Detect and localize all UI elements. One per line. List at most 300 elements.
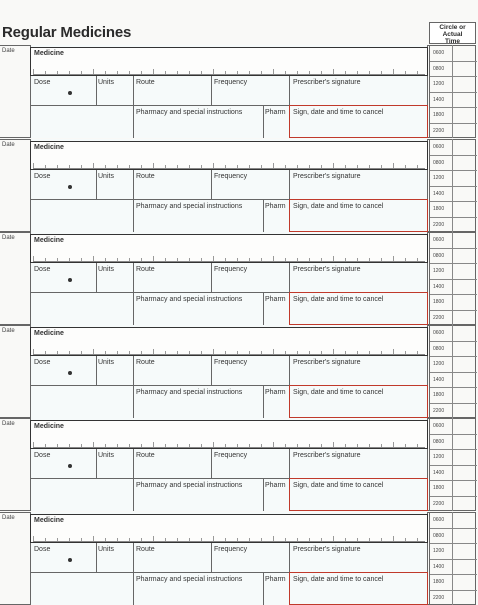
time-slot-1200[interactable]: 1200 — [433, 454, 445, 460]
ruler-tick — [129, 165, 130, 168]
ruler-tick — [381, 258, 382, 261]
ruler-tick — [345, 71, 346, 74]
time-header-line-3: Time — [444, 38, 461, 45]
ruler-tick — [153, 69, 154, 74]
column-divider — [133, 356, 134, 418]
time-slot-2200[interactable]: 2200 — [433, 314, 445, 321]
ruler-tick — [177, 165, 178, 168]
time-row-divider — [430, 372, 477, 373]
time-slot-1400[interactable]: 1400 — [433, 469, 445, 476]
prescriber-signature-field[interactable]: Prescriber's signature — [293, 452, 361, 459]
ruler-tick — [345, 444, 346, 447]
column-divider — [96, 263, 97, 292]
time-slot-0600[interactable]: 0600 — [433, 330, 445, 336]
ruler-tick — [237, 538, 238, 541]
column-divider — [263, 385, 264, 418]
medicine-ruler — [33, 535, 425, 542]
ruler-tick — [417, 165, 418, 168]
time-slot-0600[interactable]: 0600 — [433, 237, 445, 243]
frequency-field[interactable]: Frequency — [214, 79, 248, 86]
ruler-tick — [405, 165, 406, 168]
ruler-tick — [201, 71, 202, 74]
ruler-tick — [117, 258, 118, 261]
ruler-tick — [381, 71, 382, 74]
cancel-field[interactable] — [289, 199, 428, 232]
date-field[interactable]: Date — [2, 48, 15, 54]
cancel-field[interactable] — [289, 572, 428, 605]
units-field[interactable]: Units — [98, 79, 114, 86]
ruler-tick — [417, 351, 418, 354]
ruler-tick — [345, 258, 346, 261]
ruler-tick — [333, 349, 334, 354]
column-divider — [289, 543, 290, 572]
cancel-field[interactable] — [289, 105, 428, 138]
time-row-divider — [430, 574, 477, 575]
pharmacy-instructions-field[interactable]: Pharmacy and special instructions — [136, 389, 243, 396]
prescriber-signature-field[interactable]: Prescriber's signature — [293, 266, 361, 273]
ruler-tick — [141, 258, 142, 261]
medicine-entry — [0, 418, 478, 511]
time-row-divider — [430, 496, 477, 497]
ruler-tick — [369, 444, 370, 447]
ruler-tick — [393, 256, 394, 261]
pharm-field[interactable]: Pharm — [265, 109, 286, 116]
time-row-divider — [430, 590, 477, 591]
route-field[interactable]: Route — [136, 452, 155, 459]
time-slot-2200[interactable]: 2200 — [433, 127, 445, 134]
time-slot-1800[interactable]: 1800 — [433, 485, 445, 491]
dose-field[interactable]: Dose — [34, 266, 51, 273]
dose-field[interactable]: Dose — [34, 546, 51, 553]
medicine-ruler — [33, 68, 425, 75]
ruler-tick — [57, 351, 58, 354]
ruler-tick — [273, 163, 274, 168]
time-row-divider — [430, 294, 477, 295]
ruler-tick — [297, 165, 298, 168]
time-column-header — [429, 22, 476, 44]
medicine-ruler — [33, 255, 425, 262]
ruler-tick — [381, 165, 382, 168]
cancel-field[interactable] — [289, 478, 428, 511]
ruler-tick — [189, 71, 190, 74]
ruler-tick — [393, 69, 394, 74]
ruler-tick — [105, 351, 106, 354]
ruler-tick — [45, 165, 46, 168]
time-slot-0800[interactable]: 0800 — [433, 532, 445, 539]
pharm-field[interactable]: Pharm — [265, 296, 286, 303]
ruler-tick — [357, 351, 358, 354]
ruler-tick — [153, 163, 154, 168]
ruler-tick — [69, 258, 70, 261]
time-slot-1400[interactable]: 1400 — [433, 563, 445, 570]
column-divider — [133, 543, 134, 605]
frequency-field[interactable]: Frequency — [214, 546, 248, 553]
ruler-tick — [93, 69, 94, 74]
prescriber-signature-field[interactable]: Prescriber's signature — [293, 79, 361, 86]
ruler-tick — [225, 258, 226, 261]
route-field[interactable]: Route — [136, 359, 155, 366]
time-row-divider — [430, 248, 477, 249]
time-slot-2200[interactable]: 2200 — [433, 594, 445, 601]
ruler-tick — [117, 444, 118, 447]
medicine-entry — [0, 139, 478, 232]
frequency-field[interactable]: Frequency — [214, 173, 248, 180]
ruler-tick — [237, 351, 238, 354]
time-slot-0800[interactable]: 0800 — [433, 438, 445, 445]
column-divider — [133, 263, 134, 325]
ruler-tick — [417, 538, 418, 541]
ruler-tick — [213, 442, 214, 447]
ruler-tick — [117, 351, 118, 354]
time-row-divider — [430, 434, 477, 435]
frequency-field[interactable]: Frequency — [214, 359, 248, 366]
dose-field[interactable]: Dose — [34, 452, 51, 459]
ruler-tick — [225, 165, 226, 168]
column-divider — [263, 199, 264, 232]
ruler-tick — [33, 163, 34, 168]
date-field[interactable]: Date — [2, 142, 15, 148]
ruler-tick — [45, 71, 46, 74]
time-slot-0600[interactable]: 0600 — [433, 50, 445, 56]
ruler-tick — [225, 444, 226, 447]
time-row-divider — [430, 449, 477, 450]
ruler-tick — [201, 258, 202, 261]
ruler-tick — [117, 538, 118, 541]
ruler-tick — [249, 538, 250, 541]
ruler-tick — [321, 444, 322, 447]
ruler-tick — [189, 258, 190, 261]
column-divider — [263, 478, 264, 511]
time-row-divider — [430, 76, 477, 77]
column-divider — [263, 105, 264, 138]
ruler-tick — [69, 351, 70, 354]
units-field[interactable]: Units — [98, 546, 114, 553]
ruler-tick — [93, 536, 94, 541]
decimal-point-dot — [68, 91, 72, 95]
ruler-tick — [153, 349, 154, 354]
pharmacy-instructions-field[interactable]: Pharmacy and special instructions — [136, 203, 243, 210]
time-slot-0800[interactable]: 0800 — [433, 252, 445, 259]
decimal-point-dot — [68, 558, 72, 562]
dose-field[interactable]: Dose — [34, 359, 51, 366]
medicine-label: Medicine — [34, 330, 64, 337]
time-slot-1200[interactable]: 1200 — [433, 175, 445, 181]
administration-times — [429, 512, 476, 605]
date-field[interactable]: Date — [2, 235, 15, 241]
date-field[interactable]: Date — [2, 421, 15, 427]
time-slot-1800[interactable]: 1800 — [433, 579, 445, 585]
time-slot-0800[interactable]: 0800 — [433, 345, 445, 352]
ruler-tick — [177, 351, 178, 354]
ruler-tick — [45, 444, 46, 447]
frequency-field[interactable]: Frequency — [214, 266, 248, 273]
ruler-tick — [405, 538, 406, 541]
medicine-entry — [0, 45, 478, 138]
cancel-label: Sign, date and time to cancel — [293, 576, 384, 583]
ruler-tick — [285, 538, 286, 541]
time-slot-1200[interactable]: 1200 — [433, 81, 445, 87]
ruler-tick — [369, 538, 370, 541]
ruler-tick — [357, 538, 358, 541]
ruler-tick — [117, 71, 118, 74]
dose-field[interactable]: Dose — [34, 173, 51, 180]
ruler-tick — [345, 538, 346, 541]
time-slot-2200[interactable]: 2200 — [433, 221, 445, 228]
time-row-divider — [430, 528, 477, 529]
ruler-tick — [345, 165, 346, 168]
ruler-tick — [309, 444, 310, 447]
cancel-field[interactable] — [289, 385, 428, 418]
medicine-label: Medicine — [34, 237, 64, 244]
ruler-tick — [321, 258, 322, 261]
ruler-tick — [213, 163, 214, 168]
ruler-tick — [261, 351, 262, 354]
column-divider — [96, 449, 97, 478]
time-slot-1800[interactable]: 1800 — [433, 299, 445, 305]
time-slot-0600[interactable]: 0600 — [433, 517, 445, 523]
medicine-label: Medicine — [34, 50, 64, 57]
ruler-tick — [129, 444, 130, 447]
pharmacy-instructions-field[interactable]: Pharmacy and special instructions — [136, 296, 243, 303]
time-slot-2200[interactable]: 2200 — [433, 500, 445, 507]
ruler-tick — [285, 444, 286, 447]
prescriber-signature-field[interactable]: Prescriber's signature — [293, 173, 361, 180]
time-slot-2200[interactable]: 2200 — [433, 407, 445, 414]
ruler-tick — [225, 71, 226, 74]
medicine-field[interactable] — [30, 514, 428, 543]
ruler-tick — [237, 444, 238, 447]
ruler-tick — [129, 538, 130, 541]
units-field[interactable]: Units — [98, 173, 114, 180]
ruler-tick — [33, 536, 34, 541]
ruler-tick — [405, 71, 406, 74]
ruler-tick — [105, 165, 106, 168]
medicine-field[interactable] — [30, 47, 428, 76]
time-slot-1400[interactable]: 1400 — [433, 190, 445, 197]
date-field[interactable]: Date — [2, 515, 15, 521]
administration-times — [429, 418, 476, 511]
medicine-entry — [0, 512, 478, 605]
time-row-divider — [430, 356, 477, 357]
column-divider — [96, 76, 97, 105]
column-divider — [211, 543, 212, 572]
cancel-field[interactable] — [289, 292, 428, 325]
medicine-ruler — [33, 348, 425, 355]
time-slot-1800[interactable]: 1800 — [433, 206, 445, 212]
column-divider — [263, 572, 264, 605]
cancel-label: Sign, date and time to cancel — [293, 109, 384, 116]
ruler-tick — [393, 163, 394, 168]
medicine-ruler — [33, 162, 425, 169]
column-divider — [133, 76, 134, 138]
time-slot-0800[interactable]: 0800 — [433, 65, 445, 72]
ruler-tick — [81, 444, 82, 447]
units-field[interactable]: Units — [98, 359, 114, 366]
ruler-tick — [321, 71, 322, 74]
ruler-tick — [225, 351, 226, 354]
ruler-tick — [405, 351, 406, 354]
medicine-label: Medicine — [34, 144, 64, 151]
column-divider — [211, 76, 212, 105]
ruler-tick — [201, 165, 202, 168]
ruler-tick — [381, 538, 382, 541]
ruler-tick — [129, 258, 130, 261]
medicine-ruler — [33, 441, 425, 448]
ruler-tick — [81, 71, 82, 74]
ruler-tick — [297, 444, 298, 447]
column-divider — [211, 449, 212, 478]
ruler-tick — [309, 71, 310, 74]
route-field[interactable]: Route — [136, 173, 155, 180]
route-field[interactable]: Route — [136, 546, 155, 553]
column-divider — [289, 263, 290, 292]
ruler-tick — [57, 71, 58, 74]
ruler-tick — [381, 351, 382, 354]
administration-times — [429, 325, 476, 418]
prescriber-signature-field[interactable]: Prescriber's signature — [293, 546, 361, 553]
ruler-tick — [141, 444, 142, 447]
pharm-field[interactable]: Pharm — [265, 389, 286, 396]
medicine-field[interactable] — [30, 141, 428, 170]
ruler-tick — [249, 165, 250, 168]
pharm-field[interactable]: Pharm — [265, 576, 286, 583]
ruler-tick — [273, 536, 274, 541]
time-slot-1400[interactable]: 1400 — [433, 376, 445, 383]
time-row-divider — [430, 387, 477, 388]
ruler-tick — [57, 165, 58, 168]
ruler-tick — [105, 444, 106, 447]
decimal-point-dot — [68, 278, 72, 282]
units-field[interactable]: Units — [98, 266, 114, 273]
medicine-field[interactable] — [30, 327, 428, 356]
ruler-tick — [393, 349, 394, 354]
ruler-tick — [285, 258, 286, 261]
administration-times — [429, 232, 476, 325]
ruler-tick — [333, 256, 334, 261]
ruler-tick — [81, 258, 82, 261]
ruler-tick — [249, 351, 250, 354]
ruler-tick — [213, 256, 214, 261]
medicine-entry — [0, 325, 478, 418]
ruler-tick — [177, 444, 178, 447]
cancel-label: Sign, date and time to cancel — [293, 203, 384, 210]
ruler-tick — [237, 258, 238, 261]
date-field[interactable]: Date — [2, 328, 15, 334]
ruler-tick — [69, 165, 70, 168]
time-row-divider — [430, 107, 477, 108]
prescriber-signature-field[interactable]: Prescriber's signature — [293, 359, 361, 366]
decimal-point-dot — [68, 371, 72, 375]
decimal-point-dot — [68, 185, 72, 189]
time-slot-1800[interactable]: 1800 — [433, 392, 445, 398]
pharmacy-instructions-field[interactable]: Pharmacy and special instructions — [136, 109, 243, 116]
ruler-tick — [153, 256, 154, 261]
time-row-divider — [430, 123, 477, 124]
ruler-tick — [213, 69, 214, 74]
time-header-line-2: Actual — [442, 31, 463, 38]
ruler-tick — [273, 349, 274, 354]
ruler-tick — [69, 444, 70, 447]
ruler-tick — [261, 258, 262, 261]
time-slot-0800[interactable]: 0800 — [433, 159, 445, 166]
ruler-tick — [201, 444, 202, 447]
route-field[interactable]: Route — [136, 79, 155, 86]
ruler-tick — [153, 536, 154, 541]
dose-field[interactable]: Dose — [34, 79, 51, 86]
ruler-tick — [93, 163, 94, 168]
time-slot-1400[interactable]: 1400 — [433, 96, 445, 103]
ruler-tick — [321, 538, 322, 541]
frequency-field[interactable]: Frequency — [214, 452, 248, 459]
ruler-tick — [141, 351, 142, 354]
time-slot-0600[interactable]: 0600 — [433, 423, 445, 429]
time-slot-0600[interactable]: 0600 — [433, 144, 445, 150]
ruler-tick — [165, 351, 166, 354]
ruler-tick — [189, 351, 190, 354]
ruler-tick — [261, 538, 262, 541]
route-field[interactable]: Route — [136, 266, 155, 273]
time-row-divider — [430, 279, 477, 280]
ruler-tick — [369, 71, 370, 74]
pharmacy-instructions-field[interactable]: Pharmacy and special instructions — [136, 482, 243, 489]
pharm-field[interactable]: Pharm — [265, 203, 286, 210]
cancel-label: Sign, date and time to cancel — [293, 389, 384, 396]
pharm-field[interactable]: Pharm — [265, 482, 286, 489]
time-row-divider — [430, 310, 477, 311]
ruler-tick — [93, 349, 94, 354]
ruler-tick — [141, 71, 142, 74]
pharmacy-instructions-field[interactable]: Pharmacy and special instructions — [136, 576, 243, 583]
ruler-tick — [369, 165, 370, 168]
time-row-divider — [430, 217, 477, 218]
column-divider — [211, 263, 212, 292]
ruler-tick — [105, 71, 106, 74]
time-row-divider — [430, 201, 477, 202]
medicine-field[interactable] — [30, 234, 428, 263]
ruler-tick — [285, 351, 286, 354]
ruler-tick — [345, 351, 346, 354]
units-field[interactable]: Units — [98, 452, 114, 459]
time-row-divider — [430, 186, 477, 187]
time-slot-1200[interactable]: 1200 — [433, 548, 445, 554]
ruler-tick — [237, 71, 238, 74]
ruler-tick — [225, 538, 226, 541]
ruler-tick — [177, 71, 178, 74]
ruler-tick — [33, 442, 34, 447]
ruler-tick — [417, 258, 418, 261]
ruler-tick — [309, 165, 310, 168]
time-slot-1800[interactable]: 1800 — [433, 112, 445, 118]
ruler-tick — [177, 538, 178, 541]
time-slot-1200[interactable]: 1200 — [433, 361, 445, 367]
ruler-tick — [213, 536, 214, 541]
ruler-tick — [309, 351, 310, 354]
ruler-tick — [189, 165, 190, 168]
ruler-tick — [81, 538, 82, 541]
ruler-tick — [165, 538, 166, 541]
time-slot-1200[interactable]: 1200 — [433, 268, 445, 274]
time-slot-1400[interactable]: 1400 — [433, 283, 445, 290]
medicine-field[interactable] — [30, 420, 428, 449]
ruler-tick — [69, 538, 70, 541]
ruler-tick — [237, 165, 238, 168]
ruler-tick — [57, 444, 58, 447]
column-divider — [289, 356, 290, 385]
ruler-tick — [141, 538, 142, 541]
ruler-tick — [45, 258, 46, 261]
time-row-divider — [430, 170, 477, 171]
ruler-tick — [129, 71, 130, 74]
